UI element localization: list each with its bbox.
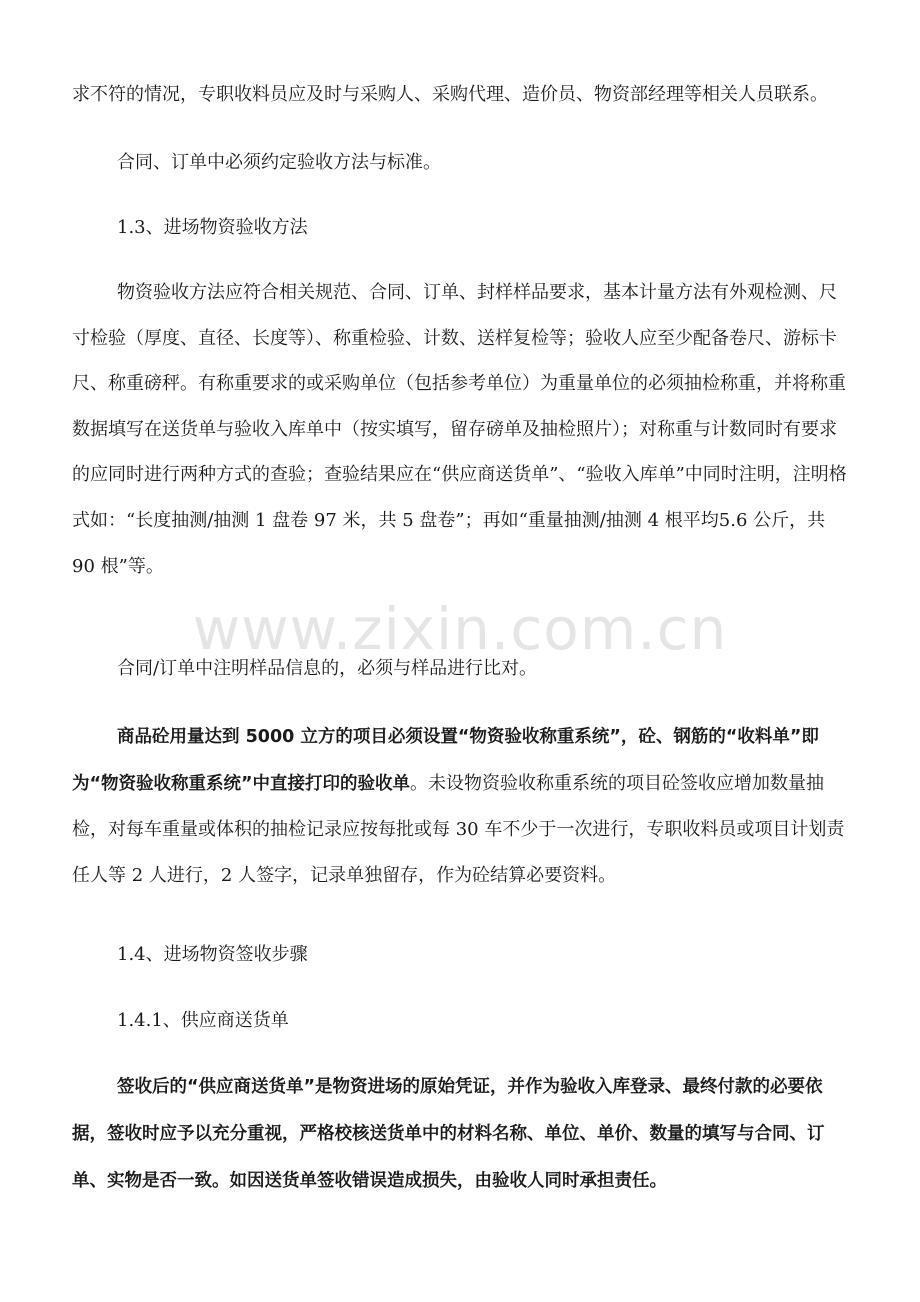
weighing-system-text: 。未设物资验收称重系统的项目砼签收应增加数量抽检，对每车重量或体积的抽检记录应按每批或每 30 车不少于一次进行，专职收料员或项目计划责任人等 2 人进行，2 人签字，记录单独留存，作为砼结算必要资料。 — [72, 772, 845, 886]
paragraph-weighing-system — [72, 714, 852, 898]
heading-1-3: 1.3、进场物资验收方法 — [117, 217, 308, 238]
paragraph-acceptance-standard: 合同、订单中必须约定验收方法与标准。 — [117, 152, 441, 173]
heading-1-4: 1.4、进场物资签收步骤 — [117, 944, 308, 965]
watermark: www.zixin.com.cn — [192, 595, 728, 663]
heading-1-4-1: 1.4.1、供应商送货单 — [117, 1010, 289, 1031]
paragraph-delivery-note: 签收后的“供应商送货单”是物资进场的原始凭证，并作为验收入库登录、最终付款的必要依据，签收时应予以充分重视，严格校核送货单中的材料名称、单位、单价、数量的填写与合同、订单、实物是否一致。如因送货单签收错误造成损失，由验收人同时承担责任。 — [72, 1077, 825, 1191]
weighing-system-bold-text: 商品砼用量达到 5000 立方的项目必须设置“物资验收称重系统”，砼、钢筋的“收料单”即为“物资验收称重系统”中直接打印的验收单 — [72, 727, 819, 794]
paragraph-contact: 求不符的情况，专职收料员应及时与采购人、采购代理、造价员、物资部经理等相关人员联系。 — [72, 84, 828, 105]
paragraph-sample-comparison: 合同/订单中注明样品信息的，必须与样品进行比对。 — [117, 658, 538, 679]
paragraph-acceptance-methods: 物资验收方法应符合相关规范、合同、订单、封样样品要求，基本计量方法有外观检测、尺寸检验（厚度、直径、长度等）、称重检验、计数、送样复检等；验收人应至少配备卷尺、游标卡尺、称重磅秤。有称重要求的或采购单位（包括参考单位）为重量单位的必须抽检称重，并将称重数据填写在送货单与验收入库单中（按实填写，留存磅单及抽检照片）；对称重与计数同时有要求的应同时进行两种方式的查验；查验结果应在“供应商送货单”、“验收入库单”中同时注明，注明格式如：“长度抽测/抽测 1 盘卷 97 米，共 5 盘卷”；再如“重量抽测/抽测 4 根平均5.6 公斤，共 90 根”等。 — [72, 282, 847, 577]
